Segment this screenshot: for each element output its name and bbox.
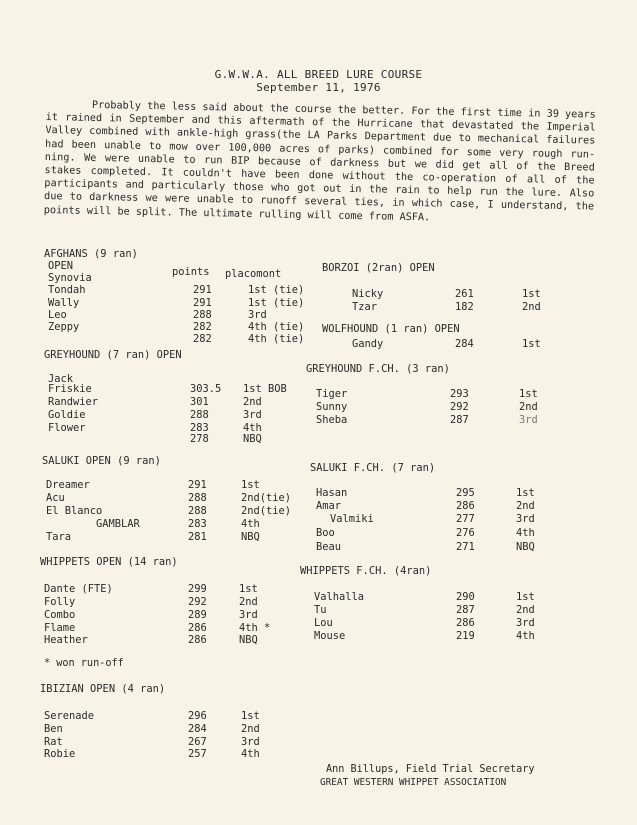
table-row [316, 500, 576, 512]
saluki-open-section-title: SALUKI OPEN (9 ran) [42, 455, 161, 467]
table-row [316, 541, 576, 553]
dog-name: Valhalla [314, 591, 365, 603]
table-row [44, 583, 314, 595]
dog-points: 288 [188, 505, 207, 517]
dog-place: 2nd [516, 500, 535, 512]
dog-name: Friskie [48, 383, 92, 395]
table-row [46, 479, 316, 491]
dog-place: 2nd [519, 401, 538, 413]
dog-place: 1st [241, 710, 260, 722]
dog-points: 290 [456, 591, 475, 603]
dog-place: NBQ [516, 541, 535, 553]
dog-place: 1st [519, 388, 538, 400]
table-row [316, 513, 576, 525]
table-row [314, 617, 584, 629]
dog-points: 281 [188, 531, 207, 543]
dog-points: 284 [188, 723, 207, 735]
dog-name: Boo [316, 527, 335, 539]
dog-name: Synovia [48, 272, 92, 284]
document-date: September 11, 1976 [256, 81, 381, 94]
dog-place: 3rd [239, 609, 258, 621]
table-row [48, 284, 308, 296]
dog-name: Dante (FTE) [44, 583, 113, 595]
dog-points: 282 [193, 333, 212, 345]
dog-points: 288 [193, 309, 212, 321]
dog-place: 3rd [248, 309, 267, 321]
intro-paragraph [44, 98, 596, 227]
dog-place: 1st BOB [243, 383, 287, 395]
table-row [314, 604, 584, 616]
dog-place: 2nd(tie) [241, 505, 292, 517]
dog-name: Sheba [316, 414, 348, 426]
table-row [44, 634, 314, 646]
table-row [314, 630, 584, 642]
dog-points: 291 [193, 284, 212, 296]
table-row [44, 710, 314, 722]
table-row [316, 401, 576, 413]
points-column-header: points [172, 266, 210, 278]
table-row [46, 505, 316, 517]
dog-name: Ben [44, 723, 63, 735]
signature-name: Ann Billups, Field Trial Secretary [326, 764, 535, 775]
dog-place: 2nd [243, 396, 262, 408]
table-row [316, 487, 576, 499]
dog-name: Sunny [316, 401, 348, 413]
dog-name: Goldie [48, 409, 86, 421]
table-row [48, 297, 308, 309]
dog-name: Acu [46, 492, 65, 504]
dog-place: 3rd [519, 414, 538, 426]
whippets-open-section-title: WHIPPETS OPEN (14 ran) [40, 556, 178, 568]
dog-name: Tondah [48, 284, 86, 296]
dog-points: 299 [188, 583, 207, 595]
dog-place: 3rd [243, 409, 262, 421]
dog-points: 286 [456, 500, 475, 512]
table-row [44, 609, 314, 621]
dog-points: 257 [188, 748, 207, 760]
dog-name: Wally [48, 297, 80, 309]
dog-name: Serenade [44, 710, 95, 722]
table-row [316, 388, 576, 400]
dog-points: 286 [456, 617, 475, 629]
dog-points: 287 [456, 604, 475, 616]
dog-name: Heather [44, 634, 88, 646]
table-row [48, 321, 308, 333]
dog-name: Mouse [314, 630, 346, 642]
table-row [48, 396, 308, 408]
dog-points: 283 [188, 518, 207, 530]
dog-points: 296 [188, 710, 207, 722]
dog-place: 1st [522, 288, 541, 300]
dog-points: 288 [188, 492, 207, 504]
dog-place: 1st [241, 479, 260, 491]
dog-name: GAMBLAR [96, 518, 140, 530]
table-row [46, 492, 316, 504]
dog-place: 3rd [241, 736, 260, 748]
dog-points: 182 [455, 301, 474, 313]
table-row [44, 736, 314, 748]
dog-points: 267 [188, 736, 207, 748]
dog-points: 286 [188, 622, 207, 634]
dog-name: Nicky [352, 288, 384, 300]
table-row [352, 288, 582, 300]
table-row [48, 383, 308, 395]
dog-place: 1st [522, 338, 541, 350]
dog-name: Leo [48, 309, 67, 321]
table-row [44, 723, 314, 735]
dog-place: 1st [239, 583, 258, 595]
dog-place: 2nd [522, 301, 541, 313]
dog-place: 2nd [239, 596, 258, 608]
dog-place: 1st [516, 591, 535, 603]
dog-name: Folly [44, 596, 76, 608]
dog-place: 4th [241, 748, 260, 760]
table-row [48, 433, 308, 445]
wolfhound-section-title: WOLFHOUND (1 ran) OPEN [322, 323, 460, 335]
dog-name: Robie [44, 748, 76, 760]
afghans-section-title: AFGHANS (9 ran) [44, 248, 138, 260]
dog-points: 301 [190, 396, 209, 408]
table-row [48, 309, 308, 321]
table-row [48, 409, 308, 421]
placement-column-header: placomont [225, 268, 282, 280]
dog-place: 4th [241, 518, 260, 530]
dog-points: 276 [456, 527, 475, 539]
dog-name: Zeppy [48, 321, 80, 333]
dog-points: 291 [188, 479, 207, 491]
dog-name: Rat [44, 736, 63, 748]
dog-name: Hasan [316, 487, 348, 499]
greyhound-fch-section-title: GREYHOUND F.CH. (3 ran) [306, 363, 450, 375]
dog-points: 293 [450, 388, 469, 400]
dog-name: Tara [46, 531, 72, 543]
dog-points: 219 [456, 630, 475, 642]
saluki-fch-section-title: SALUKI F.CH. (7 ran) [310, 462, 436, 474]
table-row [48, 333, 308, 345]
document-title: G.W.W.A. ALL BREED LURE COURSE [214, 68, 423, 81]
table-row [314, 591, 584, 603]
table-row [316, 414, 576, 426]
dog-points: 277 [456, 513, 475, 525]
dog-points: 282 [193, 321, 212, 333]
dog-name: Combo [44, 609, 76, 621]
dog-name: Dreamer [46, 479, 90, 491]
dog-points: 295 [456, 487, 475, 499]
dog-place: 4th (tie) [248, 333, 305, 345]
dog-name: Beau [316, 541, 342, 553]
dog-name: Amar [316, 500, 342, 512]
dog-name: Flame [44, 622, 76, 634]
runoff-footnote: * won run-off [44, 658, 124, 669]
dog-place: 4th * [239, 622, 271, 634]
dog-place: 4th [516, 527, 535, 539]
dog-name: Valmiki [330, 513, 374, 525]
dog-place: 1st (tie) [248, 284, 305, 296]
dog-place: 2nd [516, 604, 535, 616]
dog-place: 4th [516, 630, 535, 642]
table-row [44, 748, 314, 760]
dog-points: 287 [450, 414, 469, 426]
dog-place: 1st [516, 487, 535, 499]
table-row [48, 272, 308, 284]
dog-name: Tzar [352, 301, 378, 313]
greyhound-open-section-title: GREYHOUND (7 ran) OPEN [44, 349, 182, 361]
dog-points: 303.5 [190, 383, 222, 395]
dog-points: 292 [450, 401, 469, 413]
dog-points: 291 [193, 297, 212, 309]
table-row [316, 527, 576, 539]
dog-name: Randwier [48, 396, 99, 408]
dog-place: 2nd [241, 723, 260, 735]
dog-place: 3rd [516, 513, 535, 525]
dog-name: Gandy [352, 338, 384, 350]
signature-org: GREAT WESTERN WHIPPET ASSOCIATION [320, 777, 507, 788]
dog-place: 4th (tie) [248, 321, 305, 333]
table-row [46, 531, 316, 543]
ibizian-open-section-title: IBIZIAN OPEN (4 ran) [40, 683, 166, 695]
dog-points: 283 [190, 422, 209, 434]
dog-name: Tiger [316, 388, 348, 400]
dog-points: 289 [188, 609, 207, 621]
dog-name: Flower [48, 422, 86, 434]
dog-place: NBQ [241, 531, 260, 543]
dog-name: Lou [314, 617, 333, 629]
dog-points: 278 [190, 433, 209, 445]
table-row [352, 301, 582, 313]
table-row [352, 338, 582, 350]
dog-points: 288 [190, 409, 209, 421]
dog-points: 292 [188, 596, 207, 608]
dog-place: 1st (tie) [248, 297, 305, 309]
table-row [44, 622, 314, 634]
dog-points: 284 [455, 338, 474, 350]
table-row [46, 518, 316, 530]
dog-place: 4th [243, 422, 262, 434]
dog-points: 286 [188, 634, 207, 646]
dog-name: Jack [48, 373, 74, 385]
afghans-subtitle: OPEN [48, 260, 74, 272]
dog-points: 271 [456, 541, 475, 553]
dog-name: El Blanco [46, 505, 103, 517]
dog-place: 3rd [516, 617, 535, 629]
dog-points: 261 [455, 288, 474, 300]
borzoi-section-title: BORZOI (2ran) OPEN [322, 262, 435, 274]
whippets-fch-section-title: WHIPPETS F.CH. (4ran) [300, 565, 432, 577]
intro-text: Probably the less said about the course the better. For the first time in 39 years it rained in September and this aftermath of the Hurricane that devastated the Imperial Valley combined with ankle-high grass(the LA Parks Department due to mechanical failures had been unable to mow over 100,000 acres of parks) combined for some very rough run-ning. We were unable to run BIP because of darkness but we did get all of the Breed stakes completed. It couldn't have been done without the co-operation of all of the participants and particularly those who got out in the rain to help run the lure. Also due to darkness we were unable to runoff several ties, in which case, I understand, the points will be split. The ultimate rulling will come from ASFA. [43, 99, 596, 224]
dog-place: NBQ [239, 634, 258, 646]
dog-place: 2nd(tie) [241, 492, 292, 504]
dog-place: NBQ [243, 433, 262, 445]
dog-name: Tu [314, 604, 327, 616]
table-row [44, 596, 314, 608]
